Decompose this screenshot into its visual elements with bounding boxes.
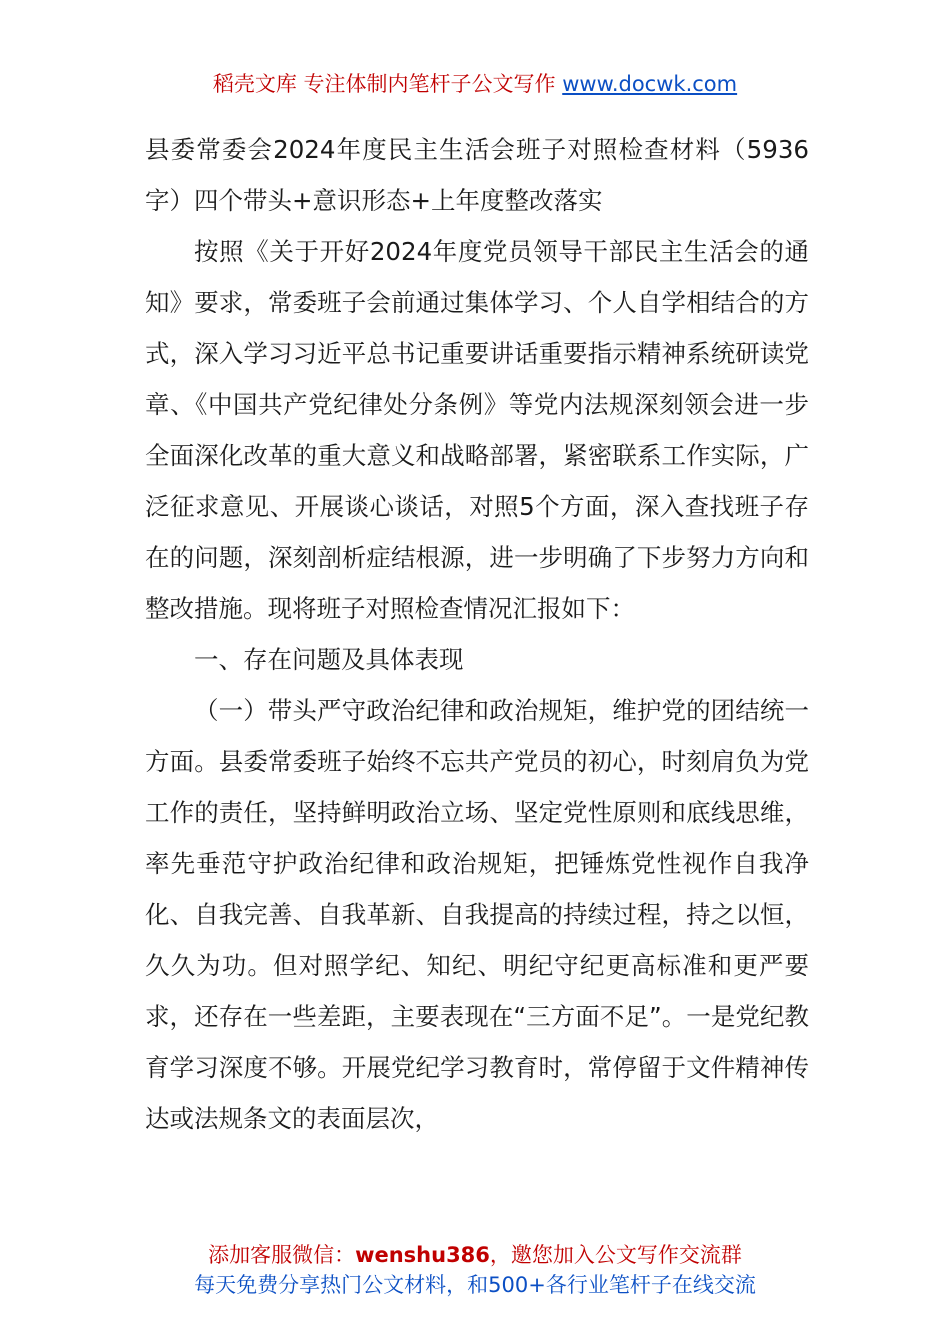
header-brand-text: 稻壳文库 专注体制内笔杆子公文写作	[212, 72, 563, 96]
header-site-link[interactable]: www.docwk.com	[562, 72, 738, 96]
footer-line-share: 每天免费分享热门公文材料，和500+各行业笔杆子在线交流	[194, 1273, 756, 1297]
footer-wechat-prefix: 添加客服微信：	[208, 1243, 356, 1267]
section-heading: 一、存在问题及具体表现	[194, 645, 464, 674]
footer-wechat-suffix: ，邀您加入公文写作交流群	[489, 1243, 742, 1267]
intro-paragraph: 按照《关于开好2024年度党员领导干部民主生活会的通知》要求，常委班子会前通过集体学习、个人自学相结合的方式，深入学习习近平总书记重要讲话重要指示精神系统研读党章、《中国共产党纪律处分条例》等党内法规深刻领会进一步全面深化改革的重大意义和战略部署，紧密联系工作实际，广泛征求意见、开展谈心谈话，对照5个方面，深入查找班子存在的问题，深刻剖析症结根源，进一步明确了下步努力方向和整改措施。现将班子对照检查情况汇报如下：	[145, 237, 809, 623]
footer-wechat-id: wenshu386	[355, 1243, 490, 1267]
document-body	[145, 124, 809, 1144]
promo-footer	[0, 1240, 950, 1300]
footer-line-wechat	[0, 1240, 950, 1270]
document-title: 县委常委会2024年度民主生活会班子对照检查材料（5936字）四个带头+意识形态+上年度整改落实	[145, 135, 809, 215]
body-paragraph: （一）带头严守政治纪律和政治规矩，维护党的团结统一方面。县委常委班子始终不忘共产党员的初心，时刻肩负为党工作的责任，坚持鲜明政治立场、坚定党性原则和底线思维，率先垂范守护政治纪律和政治规矩，把锤炼党性视作自我净化、自我完善、自我革新、自我提高的持续过程，持之以恒，久久为功。但对照学纪、知纪、明纪守纪更高标准和更严要求，还存在一些差距，主要表现在“三方面不足”。一是党纪教育学习深度不够。开展党纪学习教育时，常停留于文件精神传达或法规条文的表面层次，	[145, 696, 809, 1133]
watermark-header	[0, 70, 950, 98]
